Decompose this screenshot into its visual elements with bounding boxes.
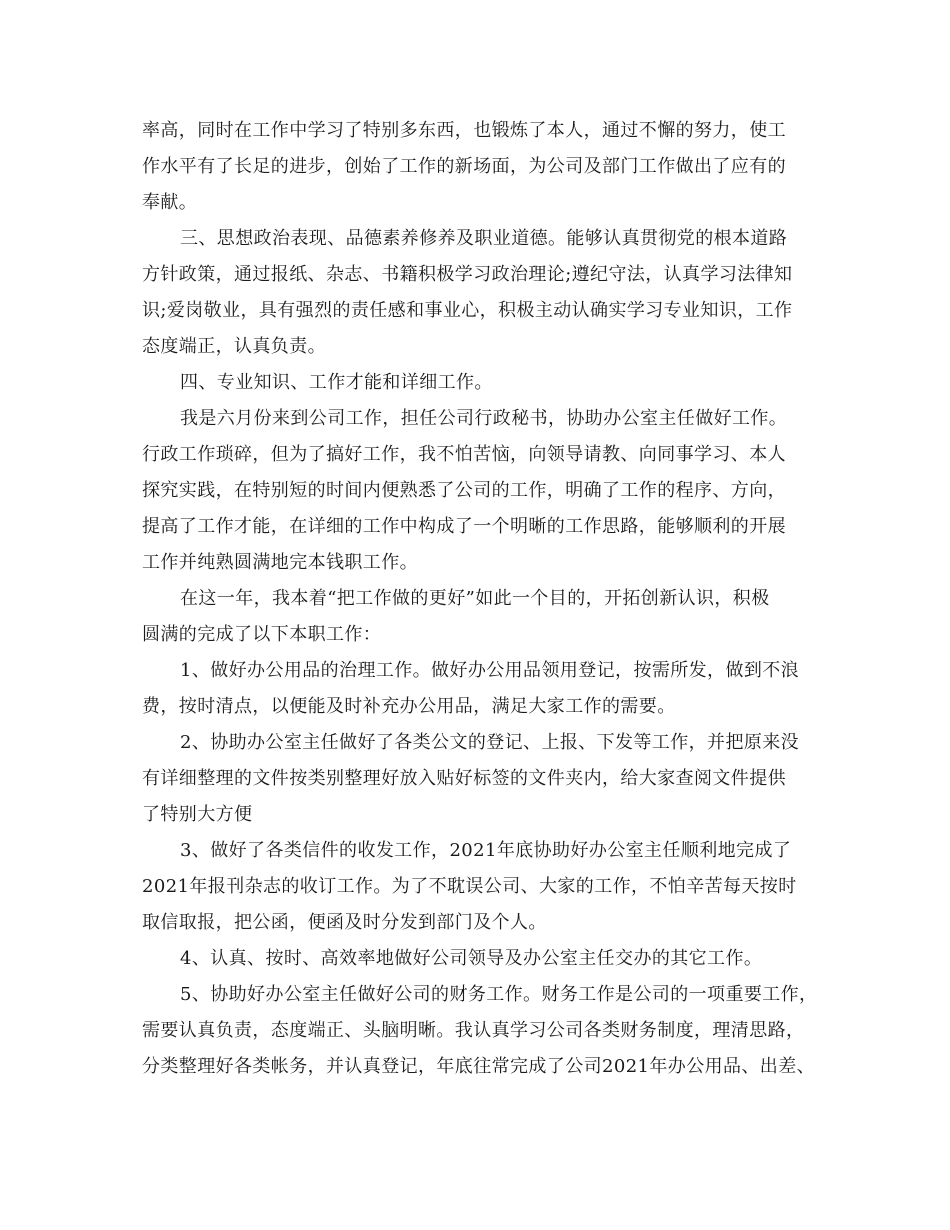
text-line: 态度端正，认真负责。 [142, 336, 326, 357]
text-line: 在这一年，我本着“把工作做的更好”如此一个目的，开拓创新认识，积极 [180, 588, 770, 609]
text-line: 2、协助办公室主任做好了各类公文的登记、上报、下发等工作，并把原来没 [180, 732, 800, 753]
text-line: 识;爱岗敬业，具有强烈的责任感和事业心，积极主动认确实学习专业知识，工作 [142, 300, 793, 321]
text-line: 探究实践，在特别短的时间内便熟悉了公司的工作，明确了工作的程序、方向， [142, 480, 786, 501]
text-line: 1、做好办公用品的治理工作。做好办公用品领用登记，按需所发，做到不浪 [180, 660, 800, 681]
text-line: 取信取报，把公函，便函及时分发到部门及个人。 [142, 912, 547, 933]
text-line: 圆满的完成了以下本职工作： [142, 624, 382, 645]
text-line: 作水平有了长足的进步，创始了工作的新场面，为公司及部门工作做出了应有的 [142, 156, 786, 177]
text-line: 行政工作琐碎，但为了搞好工作，我不怕苦恼，向领导请教、向同事学习、本人 [142, 444, 786, 465]
text-line: 费，按时清点，以便能及时补充办公用品，满足大家工作的需要。 [142, 696, 676, 717]
text-line: 需要认真负责，态度端正、头脑明晰。我认真学习公司各类财务制度，理清思路， [142, 1020, 805, 1041]
text-line: 方针政策，通过报纸、杂志、书籍积极学习政治理论;遵纪守法，认真学习法律知 [142, 264, 793, 285]
text-line: 了特别大方便 [142, 804, 253, 825]
text-line: 工作并纯熟圆满地完本钱职工作。 [142, 552, 418, 573]
text-line: 四、专业知识、工作才能和详细工作。 [180, 372, 493, 393]
text-line: 分类整理好各类帐务，并认真登记，年底往常完成了公司2021年办公用品、出差、 [142, 1056, 816, 1077]
text-line: 率高，同时在工作中学习了特别多东西，也锻炼了本人，通过不懈的努力，使工 [142, 120, 786, 141]
text-line: 奉献。 [142, 192, 198, 213]
text-line: 2021年报刊杂志的收订工作。为了不耽误公司、大家的工作，不怕辛苦每天按时 [142, 876, 797, 897]
text-line: 我是六月份来到公司工作，担任公司行政秘书，协助办公室主任做好工作。 [180, 408, 788, 429]
text-line: 三、思想政治表现、品德素养修养及职业道德。能够认真贯彻党的根本道路 [180, 228, 788, 249]
text-line: 5、协助好办公室主任做好公司的财务工作。财务工作是公司的一项重要工作， [180, 984, 818, 1005]
text-line: 4、认真、按时、高效率地做好公司领导及办公室主任交办的其它工作。 [180, 948, 763, 969]
text-line: 有详细整理的文件按类别整理好放入贴好标签的文件夹内，给大家查阅文件提供 [142, 768, 786, 789]
text-line: 提高了工作才能，在详细的工作中构成了一个明晰的工作思路，能够顺利的开展 [142, 516, 786, 537]
text-line: 3、做好了各类信件的收发工作，2021年底协助好办公室主任顺利地完成了 [180, 840, 792, 861]
